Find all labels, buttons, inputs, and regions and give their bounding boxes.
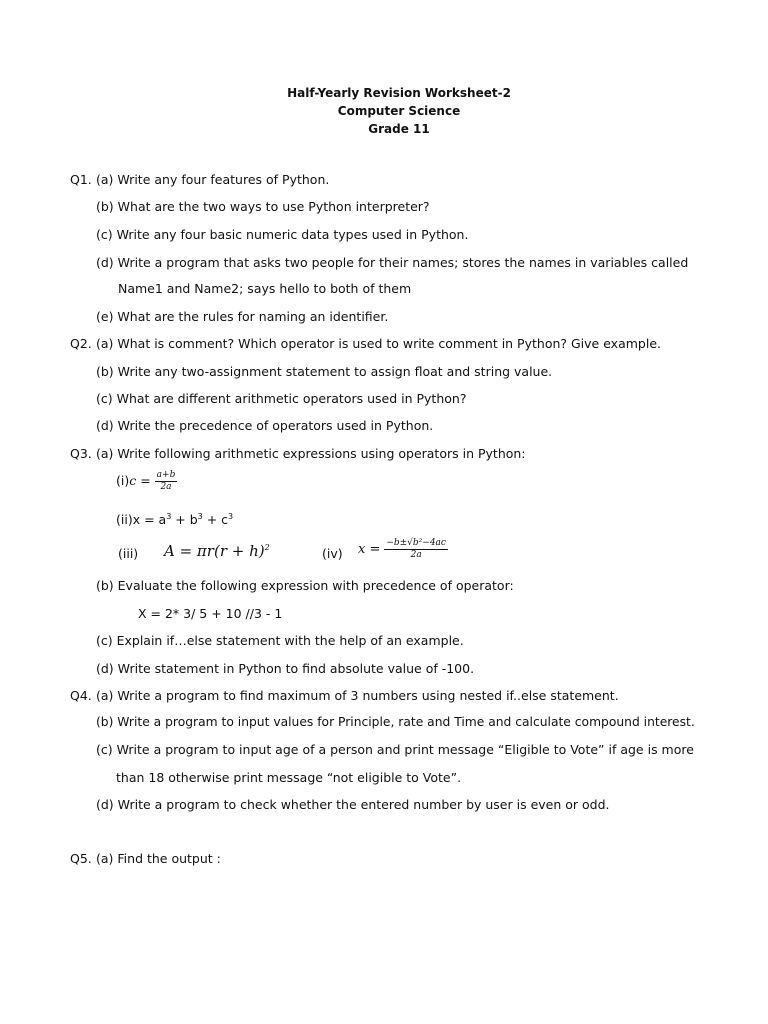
question-number-3: Q3. [70,446,92,461]
q2-part-d: (d) Write the precedence of operators used in Python. [96,418,434,433]
q3-part-a: (a) Write following arithmetic expressions using operators in Python: [96,446,526,461]
q4-part-a: (a) Write a program to find maximum of 3 numbers using nested if..else statement. [96,688,619,703]
expression-i-fraction [155,470,178,493]
expression-iii-label: (iii) [118,546,139,561]
q3-part-b-expression: X = 2* 3/ 5 + 10 //3 - 1 [138,606,283,621]
expression-i-lhs: c = [129,473,151,488]
question-number-1: Q1. [70,172,92,187]
expression-iv-fraction [384,538,448,561]
q1-part-a: (a) Write any four features of Python. [96,172,330,187]
exponent: 3 [197,512,203,521]
q3-expression-ii [116,512,233,527]
grade-title: Grade 11 [368,122,430,136]
worksheet-title: Half-Yearly Revision Worksheet-2 [287,86,511,100]
question-number-5: Q5. [70,851,92,866]
q1-part-e: (e) What are the rules for naming an identifier. [96,309,389,324]
q3-expression-iv [358,538,448,561]
question-number-4: Q4. [70,688,92,703]
q1-part-b: (b) What are the two ways to use Python interpreter? [96,199,430,214]
q4-part-b: (b) Write a program to input values for Principle, rate and Time and calculate compound interest. [96,715,695,729]
expression-ii-b: + b [171,512,198,528]
q4-part-d: (d) Write a program to check whether the entered number by user is even or odd. [96,797,610,812]
q2-part-b: (b) Write any two-assignment statement to assign float and string value. [96,364,553,379]
q3-part-b: (b) Evaluate the following expression with precedence of operator: [96,578,514,593]
q4-part-c: (c) Write a program to input age of a person and print message “Eligible to Vote” if age is more [96,742,694,757]
expression-ii-label: (ii)x = a [116,512,167,528]
expression-ii-c: + c [202,512,229,528]
subject-title: Computer Science [337,104,461,118]
q3-part-c: (c) Explain if…else statement with the help of an example. [96,633,464,648]
q1-part-c: (c) Write any four basic numeric data types used in Python. [96,227,469,242]
expression-iv-numerator: −b±√b²−4ac [386,538,446,548]
q4-part-c-continued: than 18 otherwise print message “not eligible to Vote”. [116,770,462,785]
q5-part-a: (a) Find the output : [96,851,221,866]
q3-expression-i [116,470,177,493]
q3-part-d: (d) Write statement in Python to find absolute value of -100. [96,661,475,676]
exponent: 2 [264,543,270,552]
q2-part-c: (c) What are different arithmetic operators used in Python? [96,391,467,406]
expression-iii-formula: A = πr(r + h) [164,542,265,560]
worksheet-header [0,84,768,138]
expression-i-denominator: 2a [160,482,172,492]
q2-part-a: (a) What is comment? Which operator is used to write comment in Python? Give example. [96,336,661,351]
expression-i-numerator: a+b [156,470,176,480]
expression-iv-denominator: 2a [410,550,422,560]
expression-iv-label: (iv) [322,546,343,561]
expression-iv-lhs: x = [358,542,381,557]
q3-expression-iii [164,542,270,560]
question-number-2: Q2. [70,336,92,351]
expression-i-label: (i) [116,473,130,488]
exponent: 3 [166,512,172,521]
exponent: 3 [228,512,234,521]
q1-part-d: (d) Write a program that asks two people for their names; stores the names in variables called [96,255,689,270]
q1-part-d-continued: Name1 and Name2; says hello to both of them [118,281,412,296]
